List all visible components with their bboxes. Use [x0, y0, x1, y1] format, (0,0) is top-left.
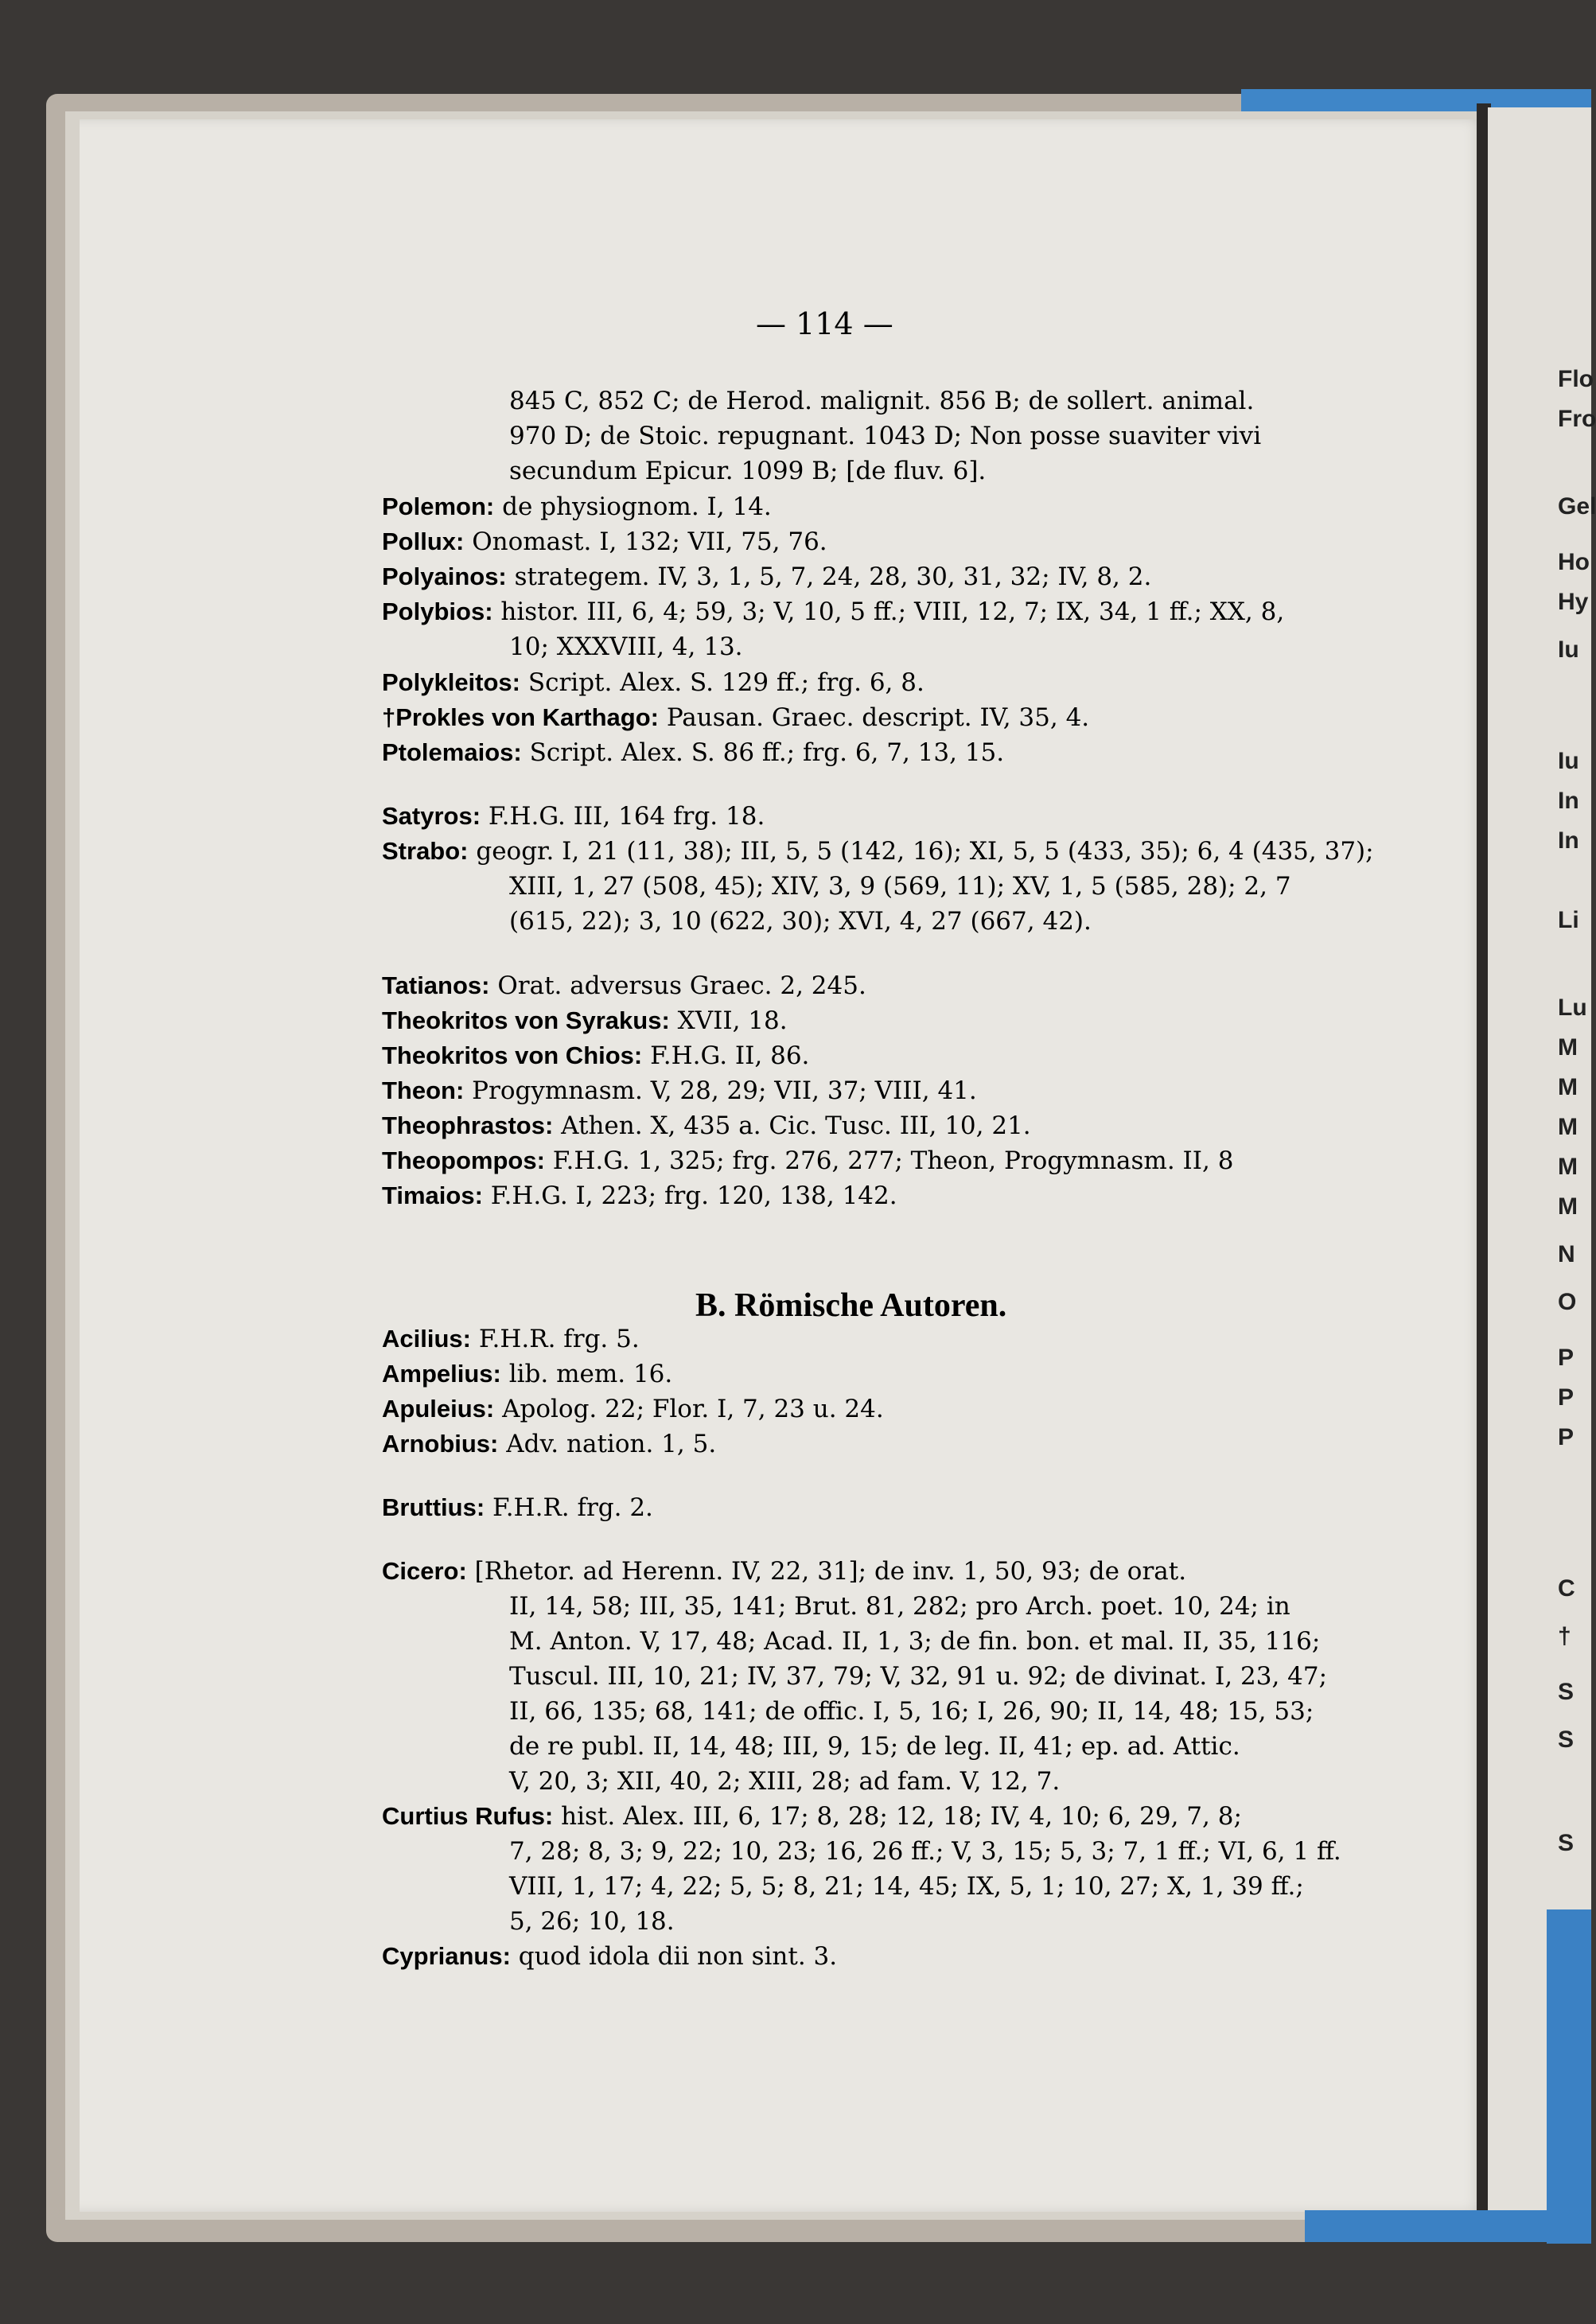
author-name: Theokritos von Syrakus:: [382, 1006, 670, 1034]
index-entry-continuation: [509, 457, 986, 485]
author-name: Acilius:: [382, 1325, 471, 1353]
facing-page-letter: M: [1558, 1034, 1578, 1061]
citation-text: F.H.G. I, 223; frg. 120, 138, 142.: [490, 1181, 897, 1210]
facing-page-letter: O: [1558, 1289, 1577, 1315]
facing-page-letter: In: [1558, 788, 1579, 814]
author-name: Pollux:: [382, 527, 465, 555]
index-entry: [382, 837, 1374, 866]
citation-text: Orat. adversus Graec. 2, 245.: [497, 971, 866, 1000]
index-entry-continuation: [509, 1662, 1327, 1691]
citation-text: Script. Alex. S. 129 ff.; frg. 6, 8.: [527, 668, 925, 697]
citation-text: F.H.G. II, 86.: [650, 1041, 810, 1070]
facing-page-letter: M: [1558, 1114, 1578, 1140]
facing-page-letter: In: [1558, 827, 1579, 854]
index-entry: [382, 1146, 1233, 1175]
citation-text: secundum Epicur. 1099 B; [de fluv. 6].: [509, 457, 987, 485]
facing-page-letter: P: [1558, 1345, 1575, 1371]
index-entry: [382, 563, 1151, 591]
index-entry: [382, 598, 1284, 626]
citation-text: F.H.R. frg. 2.: [492, 1493, 653, 1522]
citation-text: 845 C, 852 C; de Herod. malignit. 856 B; de sollert. animal.: [509, 387, 1255, 415]
index-entry: [382, 802, 765, 831]
index-entry: [382, 1111, 1031, 1140]
citation-text: F.H.R. frg. 5.: [478, 1325, 640, 1353]
author-name: Polybios:: [382, 598, 493, 625]
citation-text: strategem. IV, 3, 1, 5, 7, 24, 28, 30, 31, 32; IV, 8, 2.: [514, 563, 1152, 591]
facing-page-letter: M: [1558, 1193, 1578, 1220]
index-entry: [382, 703, 1089, 732]
author-name: Polykleitos:: [382, 668, 520, 696]
citation-text: de re publ. II, 14, 48; III, 9, 15; de leg. II, 41; ep. ad. Attic.: [509, 1732, 1240, 1761]
citation-text: Pausan. Graec. descript. IV, 35, 4.: [666, 703, 1090, 732]
index-entry: [509, 387, 1254, 415]
index-entry: [382, 1395, 884, 1423]
citation-text: Athen. X, 435 a. Cic. Tusc. III, 10, 21.: [561, 1111, 1031, 1140]
author-name: Tatianos:: [382, 971, 490, 999]
facing-page-letter: M: [1558, 1154, 1578, 1180]
citation-text: Progymnasm. V, 28, 29; VII, 37; VIII, 41.: [472, 1076, 977, 1105]
citation-text: XIII, 1, 27 (508, 45); XIV, 3, 9 (569, 11); XV, 1, 5 (585, 28); 2, 7: [509, 872, 1291, 901]
facing-page-letter: Ho: [1558, 549, 1590, 575]
citation-text: II, 66, 135; 68, 141; de offic. I, 5, 16; I, 26, 90; II, 14, 48; 15, 53;: [509, 1697, 1314, 1726]
index-entry: [382, 492, 772, 521]
facing-page-letter: Gel: [1558, 493, 1596, 520]
author-name: Cicero:: [382, 1557, 467, 1585]
citation-text: F.H.G. III, 164 frg. 18.: [488, 802, 765, 831]
facing-page-letter: S: [1558, 1726, 1575, 1753]
facing-page-letter: N: [1558, 1241, 1575, 1267]
author-name: Bruttius:: [382, 1493, 485, 1521]
author-name: Satyros:: [382, 802, 481, 830]
author-name: Cyprianus:: [382, 1942, 511, 1970]
index-entry-continuation: [509, 1697, 1314, 1726]
index-entry: [382, 1802, 1242, 1831]
facing-page-letter: Lu: [1558, 995, 1587, 1021]
index-entry-continuation: [509, 872, 1291, 901]
citation-text: II, 14, 58; III, 35, 141; Brut. 81, 282; pro Arch. poet. 10, 24; in: [509, 1592, 1290, 1621]
citation-text: F.H.G. 1, 325; frg. 276, 277; Theon, Progymnasm. II, 8: [552, 1146, 1234, 1175]
facing-page-letter: P: [1558, 1424, 1575, 1450]
citation-text: Script. Alex. S. 86 ff.; frg. 6, 7, 13, 15.: [529, 738, 1005, 767]
index-entry-continuation: [509, 1592, 1290, 1621]
facing-page-letter: Flo: [1558, 366, 1594, 392]
author-name: Curtius Rufus:: [382, 1802, 554, 1830]
index-entry-continuation: [509, 422, 1261, 450]
facing-page-letters: [1558, 0, 1596, 2324]
author-name: †Prokles von Karthago:: [382, 703, 659, 731]
author-name: Theokritos von Chios:: [382, 1041, 643, 1069]
facing-page-letter: Hy: [1558, 589, 1589, 615]
facing-page-letter: M: [1558, 1074, 1578, 1100]
citation-text: lib. mem. 16.: [508, 1360, 673, 1388]
citation-text: de physiognom. I, 14.: [502, 492, 772, 521]
index-entry: [382, 1041, 809, 1070]
index-entry: [382, 527, 827, 556]
citation-text: VIII, 1, 17; 4, 22; 5, 5; 8, 21; 14, 45; IX, 5, 1; 10, 27; X, 1, 39 ff.;: [509, 1872, 1304, 1901]
index-entry: [382, 1181, 897, 1210]
facing-page-letter: Iu: [1558, 636, 1579, 663]
citation-text: hist. Alex. III, 6, 17; 8, 28; 12, 18; IV, 4, 10; 6, 29, 7, 8;: [561, 1802, 1242, 1831]
citation-text: geogr. I, 21 (11, 38); III, 5, 5 (142, 16); XI, 5, 5 (433, 35); 6, 4 (435, 37);: [476, 837, 1374, 866]
citation-text: V, 20, 3; XII, 40, 2; XIII, 28; ad fam. V, 12, 7.: [509, 1767, 1061, 1796]
author-name: Ampelius:: [382, 1360, 501, 1388]
index-entry: [382, 1942, 837, 1971]
author-name: Timaios:: [382, 1181, 483, 1209]
citation-text: 5, 26; 10, 18.: [509, 1907, 675, 1936]
index-entry: [382, 1006, 788, 1035]
citation-text: 7, 28; 8, 3; 9, 22; 10, 23; 16, 26 ff.; V, 3, 15; 5, 3; 7, 1 ff.; VI, 6, 1 ff.: [509, 1837, 1341, 1866]
index-entry: [382, 1430, 716, 1458]
author-name: Theophrastos:: [382, 1111, 554, 1139]
citation-text: M. Anton. V, 17, 48; Acad. II, 1, 3; de fin. bon. et mal. II, 35, 116;: [509, 1627, 1321, 1656]
author-name: Arnobius:: [382, 1430, 499, 1458]
author-name: Polyainos:: [382, 563, 507, 590]
index-entry-continuation: [509, 633, 743, 661]
facing-page-letter: S: [1558, 1830, 1575, 1856]
facing-page-letter: Iu: [1558, 748, 1579, 774]
index-entry-continuation: [509, 1872, 1304, 1901]
index-entry: [382, 1493, 653, 1522]
section-heading: B. Römische Autoren.: [695, 1287, 1007, 1324]
facing-page-letter: Li: [1558, 907, 1579, 933]
index-entry: [382, 1325, 640, 1353]
citation-text: Apolog. 22; Flor. I, 7, 23 u. 24.: [502, 1395, 884, 1423]
index-entry: [382, 971, 866, 1000]
citation-text: XVII, 18.: [677, 1006, 788, 1035]
index-entry: [382, 1557, 1186, 1586]
index-entry-continuation: [509, 907, 1092, 936]
citation-text: Adv. nation. 1, 5.: [506, 1430, 717, 1458]
index-entry: [382, 668, 925, 697]
citation-text: quod idola dii non sint. 3.: [518, 1942, 838, 1971]
index-entry-continuation: [509, 1837, 1341, 1866]
facing-page-letter: Fro: [1558, 406, 1596, 432]
citation-text: 10; XXXVIII, 4, 13.: [509, 633, 743, 661]
author-name: Strabo:: [382, 837, 469, 865]
author-name: Theon:: [382, 1076, 465, 1104]
facing-page-letter: C: [1558, 1575, 1575, 1602]
citation-text: Onomast. I, 132; VII, 75, 76.: [472, 527, 827, 556]
index-entry: [382, 1076, 977, 1105]
citation-text: histor. III, 6, 4; 59, 3; V, 10, 5 ff.; VIII, 12, 7; IX, 34, 1 ff.; XX, 8,: [500, 598, 1285, 626]
page-number: — 114 —: [756, 306, 893, 341]
blue-tape-bottom: [1305, 2210, 1591, 2242]
citation-text: Tuscul. III, 10, 21; IV, 37, 79; V, 32, 91 u. 92; de divinat. I, 23, 47;: [509, 1662, 1328, 1691]
author-name: Polemon:: [382, 492, 495, 520]
author-name: Theopompos:: [382, 1146, 545, 1174]
index-entry: [382, 1360, 672, 1388]
citation-text: 970 D; de Stoic. repugnant. 1043 D; Non posse suaviter vivi: [509, 422, 1262, 450]
facing-page-letter: S: [1558, 1679, 1575, 1705]
index-entry-continuation: [509, 1767, 1060, 1796]
index-entry-continuation: [509, 1732, 1240, 1761]
citation-text: [Rhetor. ad Herenn. IV, 22, 31]; de inv. 1, 50, 93; de orat.: [474, 1557, 1187, 1586]
author-name: Apuleius:: [382, 1395, 495, 1423]
index-entry-continuation: [509, 1627, 1320, 1656]
facing-page-letter: †: [1558, 1623, 1571, 1649]
facing-page-letter: P: [1558, 1384, 1575, 1411]
index-entry-continuation: [509, 1907, 675, 1936]
index-entry: [382, 738, 1004, 767]
author-name: Ptolemaios:: [382, 738, 522, 766]
citation-text: (615, 22); 3, 10 (622, 30); XVI, 4, 27 (667, 42).: [509, 907, 1092, 936]
